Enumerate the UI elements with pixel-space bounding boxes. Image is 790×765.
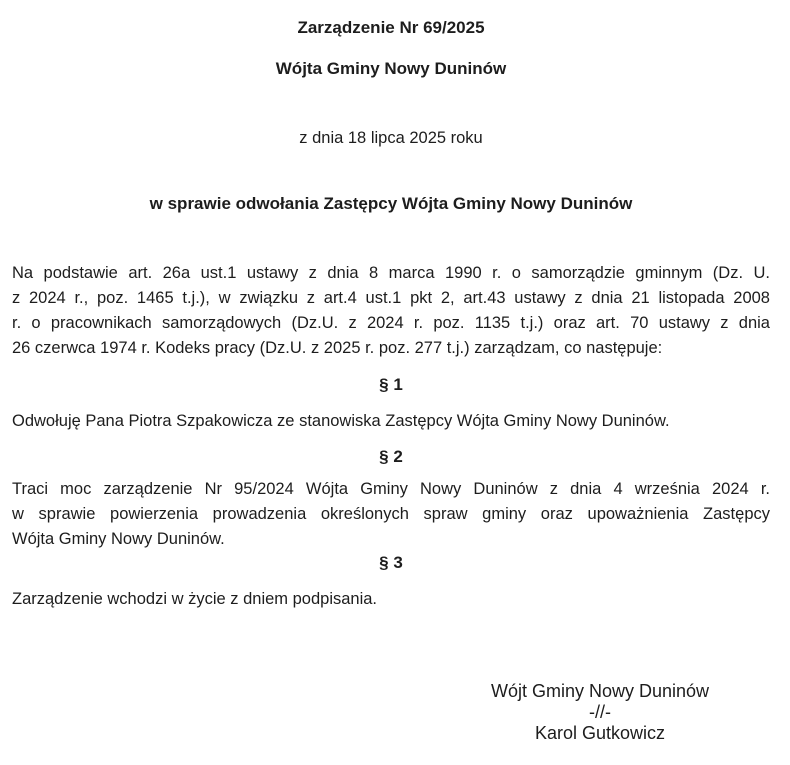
section-3-body	[12, 587, 770, 612]
section-1-mark: § 1	[379, 375, 403, 394]
legal-basis-paragraph	[12, 261, 770, 361]
signature-title: Wójt Gminy Nowy Duninów	[490, 681, 710, 701]
text-line: z 2024 r., poz. 1465 t.j.), w związku z art.4 ust.1 pkt 2, art.43 ustawy z dnia 21 listopada 2008	[12, 289, 770, 307]
text-line: w sprawie powierzenia prowadzenia określonych spraw gminy oraz upoważnienia Zastępcy	[12, 505, 770, 523]
ordinance-number-title: Zarządzenie Nr 69/2025	[297, 18, 485, 37]
text-line: Wójta Gminy Nowy Duninów.	[12, 530, 225, 548]
date-line: z dnia 18 lipca 2025 roku	[299, 129, 483, 147]
text-line: r. o pracownikach samorządowych (Dz.U. z 2024 r. poz. 1135 t.j.) oraz art. 70 ustawy z dnia	[12, 314, 770, 332]
section-2-body	[12, 477, 770, 552]
text-line: 26 czerwca 1974 r. Kodeks pracy (Dz.U. z 2025 r. poz. 277 t.j.) zarządzam, co następuje:	[12, 339, 663, 357]
signature-block	[460, 681, 740, 744]
section-2-mark: § 2	[379, 447, 403, 466]
section-3-mark: § 3	[379, 553, 403, 572]
text-line: Zarządzenie wchodzi w życie z dniem podpisania.	[12, 590, 378, 608]
text-line: Na podstawie art. 26a ust.1 ustawy z dnia 8 marca 1990 r. o samorządzie gminnym (Dz. U.	[12, 264, 770, 282]
issuer-title: Wójta Gminy Nowy Duninów	[275, 59, 507, 78]
text-line: Traci moc zarządzenie Nr 95/2024 Wójta Gminy Nowy Duninów z dnia 4 września 2024 r.	[12, 480, 770, 498]
text-line: Odwołuję Pana Piotra Szpakowicza ze stanowiska Zastępcy Wójta Gminy Nowy Duninów.	[12, 412, 670, 430]
section-1-body	[12, 409, 770, 434]
subject-line: w sprawie odwołania Zastępcy Wójta Gminy Nowy Duninów	[149, 194, 633, 213]
signature-name: Karol Gutkowicz	[534, 723, 666, 743]
signature-initials: -//-	[589, 702, 611, 722]
